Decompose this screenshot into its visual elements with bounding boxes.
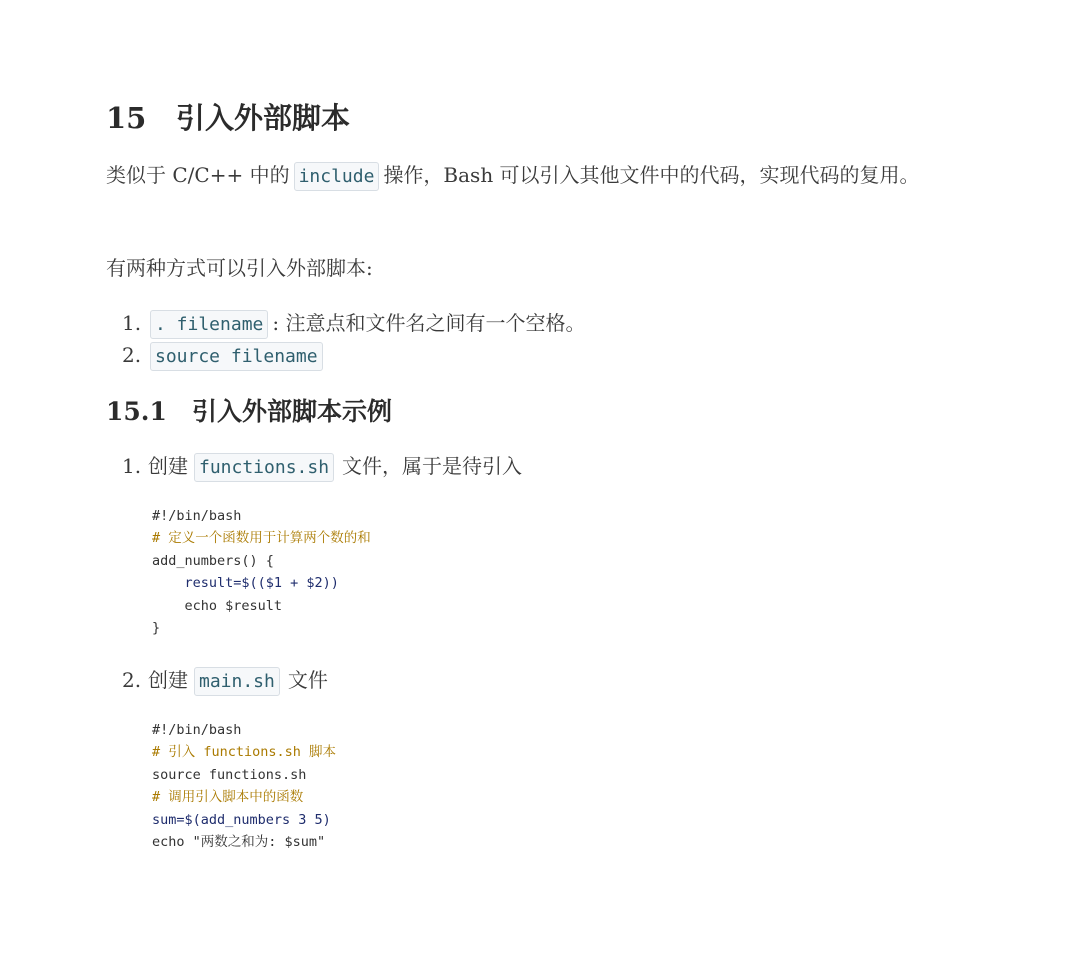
code-line: sum=$(add_numbers 3 5)	[152, 811, 331, 828]
step-number: 1.	[122, 454, 142, 478]
code-line: # 定义一个函数用于计算两个数的和	[152, 530, 371, 547]
code-line: add_numbers() {	[152, 552, 274, 569]
intro-text-after: 操作，Bash 可以引入其他文件中的代码，实现代码的复用。	[383, 163, 920, 187]
inline-code-filename: main.sh	[194, 667, 280, 696]
step-item	[122, 449, 522, 485]
step-item	[122, 663, 328, 699]
code-line: echo "两数之和为: $sum"	[152, 834, 326, 851]
ways-list	[122, 308, 585, 372]
step-text-after: 文件，属于是待引入	[342, 454, 523, 478]
inline-code-filename: functions.sh	[194, 453, 334, 482]
code-line: # 调用引入脚本中的函数	[152, 789, 304, 806]
list-item	[122, 340, 585, 372]
subsection-title: 引入外部脚本示例	[192, 397, 393, 426]
list-number: 2.	[122, 343, 142, 367]
code-line: #!/bin/bash	[152, 508, 242, 524]
step-text-before: 创建	[148, 668, 188, 692]
code-line: }	[152, 620, 161, 637]
list-item	[122, 308, 585, 340]
inline-code: source filename	[150, 342, 323, 371]
code-line: # 引入 functions.sh 脚本	[152, 744, 337, 761]
subsection-number: 15.1	[106, 397, 167, 426]
code-line: source functions.sh	[152, 766, 307, 783]
inline-code: . filename	[150, 310, 268, 339]
section-number: 15	[106, 101, 147, 135]
step-text-after: 文件	[287, 668, 328, 692]
code-line: result=$(($1 + $2))	[152, 575, 339, 592]
code-line: echo $result	[152, 597, 283, 614]
code-line: #!/bin/bash	[152, 722, 242, 738]
intro-paragraph	[106, 157, 946, 195]
subsection-heading	[106, 392, 392, 428]
section-heading	[106, 96, 350, 137]
code-block-functions	[152, 505, 371, 639]
list-number: 1.	[122, 311, 142, 335]
code-block-main	[152, 719, 336, 853]
intro-text-before: 类似于 C/C++ 中的	[106, 163, 290, 187]
list-text: : 注意点和文件名之间有一个空格。	[272, 311, 586, 335]
inline-code-include: include	[294, 162, 380, 191]
section-title: 引入外部脚本	[176, 101, 351, 135]
step-number: 2.	[122, 668, 142, 692]
ways-intro-paragraph: 有两种方式可以引入外部脚本:	[106, 256, 373, 280]
step-text-before: 创建	[148, 454, 188, 478]
